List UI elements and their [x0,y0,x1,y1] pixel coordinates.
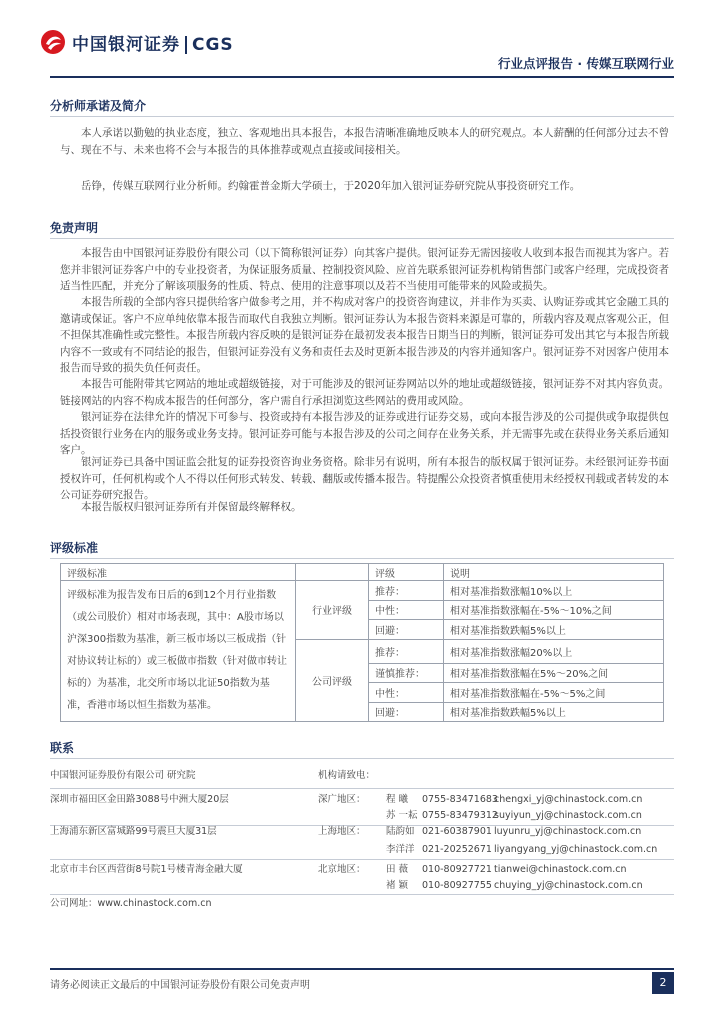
contact-name: 田 薇 [386,864,409,875]
report-type: 行业点评报告 · 传媒互联网行业 [498,56,674,71]
logo-text [72,30,234,55]
company-website-link[interactable]: 公司网址：www.chinastock.com.cn [50,898,212,909]
rating-desc-cell: 相对基准指数涨幅在5%～20%之间 [444,663,664,683]
contact-name: 程 曦 [386,794,409,805]
rating-desc-cell: 相对基准指数涨幅20%以上 [444,639,664,663]
contact-phone: 021-60387901 [422,826,492,837]
contact-name: 陆韵如 [386,826,415,837]
rating-cell: 推荐： [369,639,444,663]
office-address: 北京市丰台区西营街8号院1号楼青海金融大厦 [50,864,243,875]
contact-email-link[interactable]: liyangyang_yj@chinastock.com.cn [494,844,658,855]
rating-desc-cell: 相对基准指数涨幅在-5%～10%之间 [444,600,664,620]
page-footer [50,968,674,992]
contact-phone: 0755-83479312 [422,810,498,821]
contact-section-title: 联系 [50,741,75,755]
company-logo [40,26,234,58]
contact-phone: 010-80927755 [422,880,492,891]
table-header-cell: 评级 [369,564,444,581]
rating-cell: 谨慎推荐： [369,663,444,683]
rating-cell: 回避： [369,702,444,722]
contact-email-link[interactable]: luyunru_yj@chinastock.com.cn [494,826,642,837]
divider [50,788,674,789]
analyst-section-title: 分析师承诺及简介 [50,99,147,113]
contact-phone: 010-80927721 [422,864,492,875]
logo-name-en: CGS [192,34,234,55]
logo-name-cn: 中国银河证券 [72,34,180,55]
contact-name: 李洋洋 [386,844,415,855]
contact-email-link[interactable]: chuying_yj@chinastock.com.cn [494,880,643,891]
header-divider [50,76,674,78]
page-number: 2 [652,972,674,994]
contact-phone: 021-20252671 [422,844,492,855]
rating-cell: 回避： [369,620,444,640]
disclaimer-paragraph: 本报告可能附带其它网站的地址或超级链接，对于可能涉及的银河证券网站以外的地址或超级链接，银河证券不对其内容负责。链接网站的内容不构成本报告的任何部分，客户需自行承担浏览这些网站的费用或风险。 [60,378,669,407]
rating-desc-cell: 相对基准指数跌幅5%以上 [444,620,664,640]
rating-group-name: 公司评级 [296,639,369,722]
rating-group-name: 行业评级 [296,581,369,640]
logo-separator [185,36,187,54]
disclaimer-paragraph: 本报告版权归银河证券所有并保留最终解释权。 [81,501,302,513]
rating-cell: 中性： [369,683,444,703]
disclaimer-paragraph: 本报告由中国银河证券股份有限公司（以下简称银河证券）向其客户提供。银河证券无需因接收人收到本报告而视其为客户。若您并非银河证券客户中的专业投资者，为保证服务质量、控制投资风险、应首先联系银河证券机构销售部门或客户经理，完成投资者适当性匹配，并充分了解该项服务的性质、特点、使用的注意事项以及若不当使用可能带来的风险或损失。 [60,247,669,292]
footer-disclaimer-note: 请务必阅读正文最后的中国银河证券股份有限公司免责声明 [50,980,310,991]
contact-email-link[interactable]: suyiyun_yj@chinastock.com.cn [494,810,642,821]
rating-section-header [50,538,674,559]
contact-email-link[interactable]: tianwei@chinastock.com.cn [494,864,627,875]
contact-name: 苏 一耘 [386,810,418,821]
contact-section-header [50,738,674,759]
rating-description: 评级标准为报告发布日后的6到12个月行业指数（或公司股价）相对市场表现，其中：A股市场以沪深300指数为基准，新三板市场以三板成指（针对协议转让标的）或三板做市指数（针对做市转让标的）为基准，北交所市场以北证50指数为基准，香港市场以恒生指数为基准。 [61,581,296,722]
analyst-bio: 岳铮，传媒互联网行业分析师。约翰霍普金斯大学硕士，于2020年加入银河证券研究院从事投资研究工作。 [81,180,581,192]
table-header-cell: 评级标准 [61,564,296,581]
rating-cell: 中性： [369,600,444,620]
rating-desc-cell: 相对基准指数涨幅10%以上 [444,581,664,601]
disclaimer-paragraph: 银河证券在法律允许的情况下可参与、投资或持有本报告涉及的证券或进行证券交易，或向本报告涉及的公司提供或争取提供包括投资银行业务在内的服务或业务支持。银河证券可能与本报告涉及的公司之间存在业务关系，并无需事先或在获得业务关系后通知客户。 [60,411,669,456]
company-name: 中国银河证券股份有限公司 研究院 [50,770,196,781]
rating-desc-cell: 相对基准指数跌幅5%以上 [444,702,664,722]
contact-email-link[interactable]: chengxi_yj@chinastock.com.cn [494,794,643,805]
rating-cell: 推荐： [369,581,444,601]
office-address: 深圳市福田区金田路3088号中洲大厦20层 [50,794,229,805]
disclaimer-section-title: 免责声明 [50,221,99,235]
office-region: 北京地区： [318,864,366,875]
office-region: 上海地区： [318,826,366,837]
office-region: 深广地区： [318,794,366,805]
rating-desc-cell: 相对基准指数涨幅在-5%～5%之间 [444,683,664,703]
rating-section-title: 评级标准 [50,541,99,555]
table-row [61,581,664,601]
cgs-logo-icon [40,29,66,55]
divider [50,859,674,860]
disclaimer-paragraph: 银河证券已具备中国证监会批复的证券投资咨询业务资格。除非另有说明，所有本报告的版权属于银河证券。未经银河证券书面授权许可，任何机构或个人不得以任何形式转发、转载、翻版或传播本报告。特提醒公众投资者慎重使用未经授权刊载或者转发的本公司证券研究报告。 [60,456,669,501]
disclaimer-section-header [50,218,674,239]
disclaimer-paragraph: 本报告所载的全部内容只提供给客户做参考之用，并不构成对客户的投资咨询建议，并非作为买卖、认购证券或其它金融工具的邀请或保证。客户不应单纯依靠本报告而取代自我独立判断。银河证券认为本报告资料来源是可靠的，所载内容及观点客观公正，但不担保其准确性或完整性。本报告所载内容反映的是银河证券在最初发表本报告日期当日的判断，银河证券可发出其它与本报告所载内容不一致或有不同结论的报告，但银河证券没有义务和责任去及时更新本报告涉及的内容并通知客户。银河证券不对因客户使用本报告而导致的损失负任何责任。 [60,296,669,374]
rating-table [60,563,664,722]
institution-head: 机构请致电： [318,770,376,781]
office-address: 上海浦东新区富城路99号震旦大厦31层 [50,826,217,837]
table-header-cell: 说明 [444,564,664,581]
analyst-commitment: 本人承诺以勤勉的执业态度，独立、客观地出具本报告，本报告清晰准确地反映本人的研究观点。本人薪酬的任何部分过去不曾与、现在不与、未来也将不会与本报告的具体推荐或观点直接或间接相关。 [60,127,669,156]
analyst-section-header [50,96,674,117]
table-header-cell [296,564,369,581]
contact-name: 褚 颖 [386,880,409,891]
divider [50,894,674,895]
contact-phone: 0755-83471683 [422,794,498,805]
table-header-row [61,564,664,581]
